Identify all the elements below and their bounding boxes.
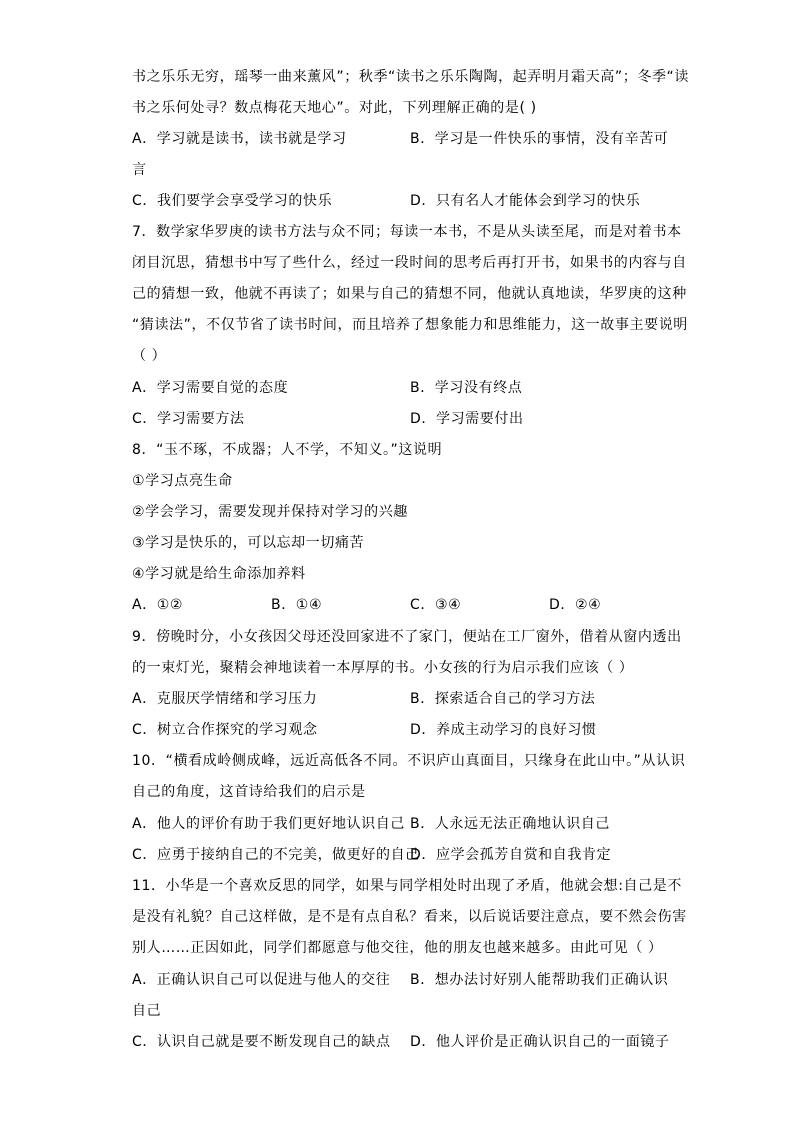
question-7-text-line-3: 己的猜想一致，他就不再读了；如果与自己的猜想不同，他就认真地读，华罗庚的这种 (132, 286, 687, 302)
question-9-option-a: A．克服厌学情绪和学习压力 (132, 691, 318, 707)
question-8-option-b: B．①④ (271, 597, 323, 613)
question-11-text-line-2: 是没有礼貌？自己这样做，是不是有点自私？看来，以后说话要注意点，要不然会伤害 (132, 909, 687, 925)
question-7-option-a: A．学习需要自觉的态度 (132, 380, 289, 396)
question-10-option-a: A．他人的评价有助于我们更好地认识自己 (132, 816, 405, 832)
question-6-option-c: C．我们要学会享受学习的快乐 (132, 193, 333, 209)
question-8-stem: 8．“玉不琢，不成器；人不学，不知义。”这说明 (132, 442, 443, 458)
question-10-text-line-1: 10．“横看成岭侧成峰，远近高低各不同。不识庐山真面目，只缘身在此山中。”从认识 (132, 753, 686, 769)
question-7-text-line-1: 7．数学家华罗庚的读书方法与众不同；每读一本书，不是从头读至尾，而是对着书本 (132, 224, 682, 240)
question-8-option-a: A．①② (132, 597, 184, 613)
question-8-option-d: D．②④ (549, 597, 602, 613)
question-6-option-d: D．只有名人才能体会到学习的快乐 (410, 193, 641, 209)
question-8-option-c: C．③④ (410, 597, 462, 613)
question-10-option-b: B．人永远无法正确地认识自己 (410, 816, 611, 832)
question-7-text-line-4: “猜读法”，不仅节省了读书时间，而且培养了想象能力和思维能力，这一故事主要说明 (132, 317, 688, 333)
question-6-option-a: A．学习就是读书，读书就是学习 (132, 131, 347, 147)
question-6-option-b: B．学习是一件快乐的事情，没有辛苦可 (410, 131, 669, 147)
question-7-text-line-2: 闭目沉思，猜想书中写了些什么，经过一段时间的思考后再打开书，如果书的内容与自 (132, 255, 687, 271)
question-7-option-d: D．学习需要付出 (410, 411, 524, 427)
question-8-item-3: ③学习是快乐的，可以忘却一切痛苦 (132, 535, 365, 551)
question-11-option-c: C．认识自己就是要不断发现自己的缺点 (132, 1034, 391, 1050)
question-11-text-line-1: 11．小华是一个喜欢反思的同学，如果与同学相处时出现了矛盾，他就会想:自己是不 (132, 878, 682, 894)
question-9-text-line-2: 的一束灯光，聚精会神地读着一本厚厚的书。小女孩的行为启示我们应该（ ） (132, 660, 634, 676)
question-7-option-b: B．学习没有终点 (410, 380, 523, 396)
question-9-text-line-1: 9．傍晚时分，小女孩因父母还没回家进不了家门，便站在工厂窗外，借着从窗内透出 (132, 629, 682, 645)
question-6-option-b-continued: 言 (132, 162, 147, 178)
question-9-option-c: C．树立合作探究的学习观念 (132, 722, 318, 738)
question-11-option-a: A．正确认识自己可以促进与他人的交往 (132, 972, 391, 988)
question-6-text-line-1: 书之乐乐无穷，瑶琴一曲来薰风”；秋季“读书之乐乐陶陶，起弄明月霜天高”；冬季“读 (132, 69, 690, 85)
question-10-option-c: C．应勇于接纳自己的不完美，做更好的自己 (132, 847, 420, 863)
question-9-option-b: B．探索适合自己的学习方法 (410, 691, 596, 707)
question-11-text-line-3: 别人……正因如此，同学们都愿意与他交往，他的朋友也越来越多。由此可见（ ） (132, 940, 663, 956)
question-8-item-4: ④学习就是给生命添加养料 (132, 566, 306, 582)
question-8-item-2: ②学会学习，需要发现并保持对学习的兴趣 (132, 504, 408, 520)
question-8-item-1: ①学习点亮生命 (132, 473, 233, 489)
question-6-text-line-2: 书之乐何处寻？数点梅花天地心”。对此，下列理解正确的是( ) (132, 100, 537, 116)
question-11-option-b-continued: 自己 (132, 1003, 162, 1019)
question-11-option-b: B．想办法讨好别人能帮助我们正确认识 (410, 972, 669, 988)
question-9-option-d: D．养成主动学习的良好习惯 (410, 722, 597, 738)
question-7-option-c: C．学习需要方法 (132, 411, 245, 427)
question-11-option-d: D．他人评价是正确认识自己的一面镜子 (410, 1034, 670, 1050)
question-10-text-line-2: 自己的角度，这首诗给我们的启示是 (132, 784, 366, 800)
question-10-option-d: D．应学会孤芳自赏和自我肯定 (410, 847, 612, 863)
question-7-answer-blank: （ ） (132, 348, 167, 364)
